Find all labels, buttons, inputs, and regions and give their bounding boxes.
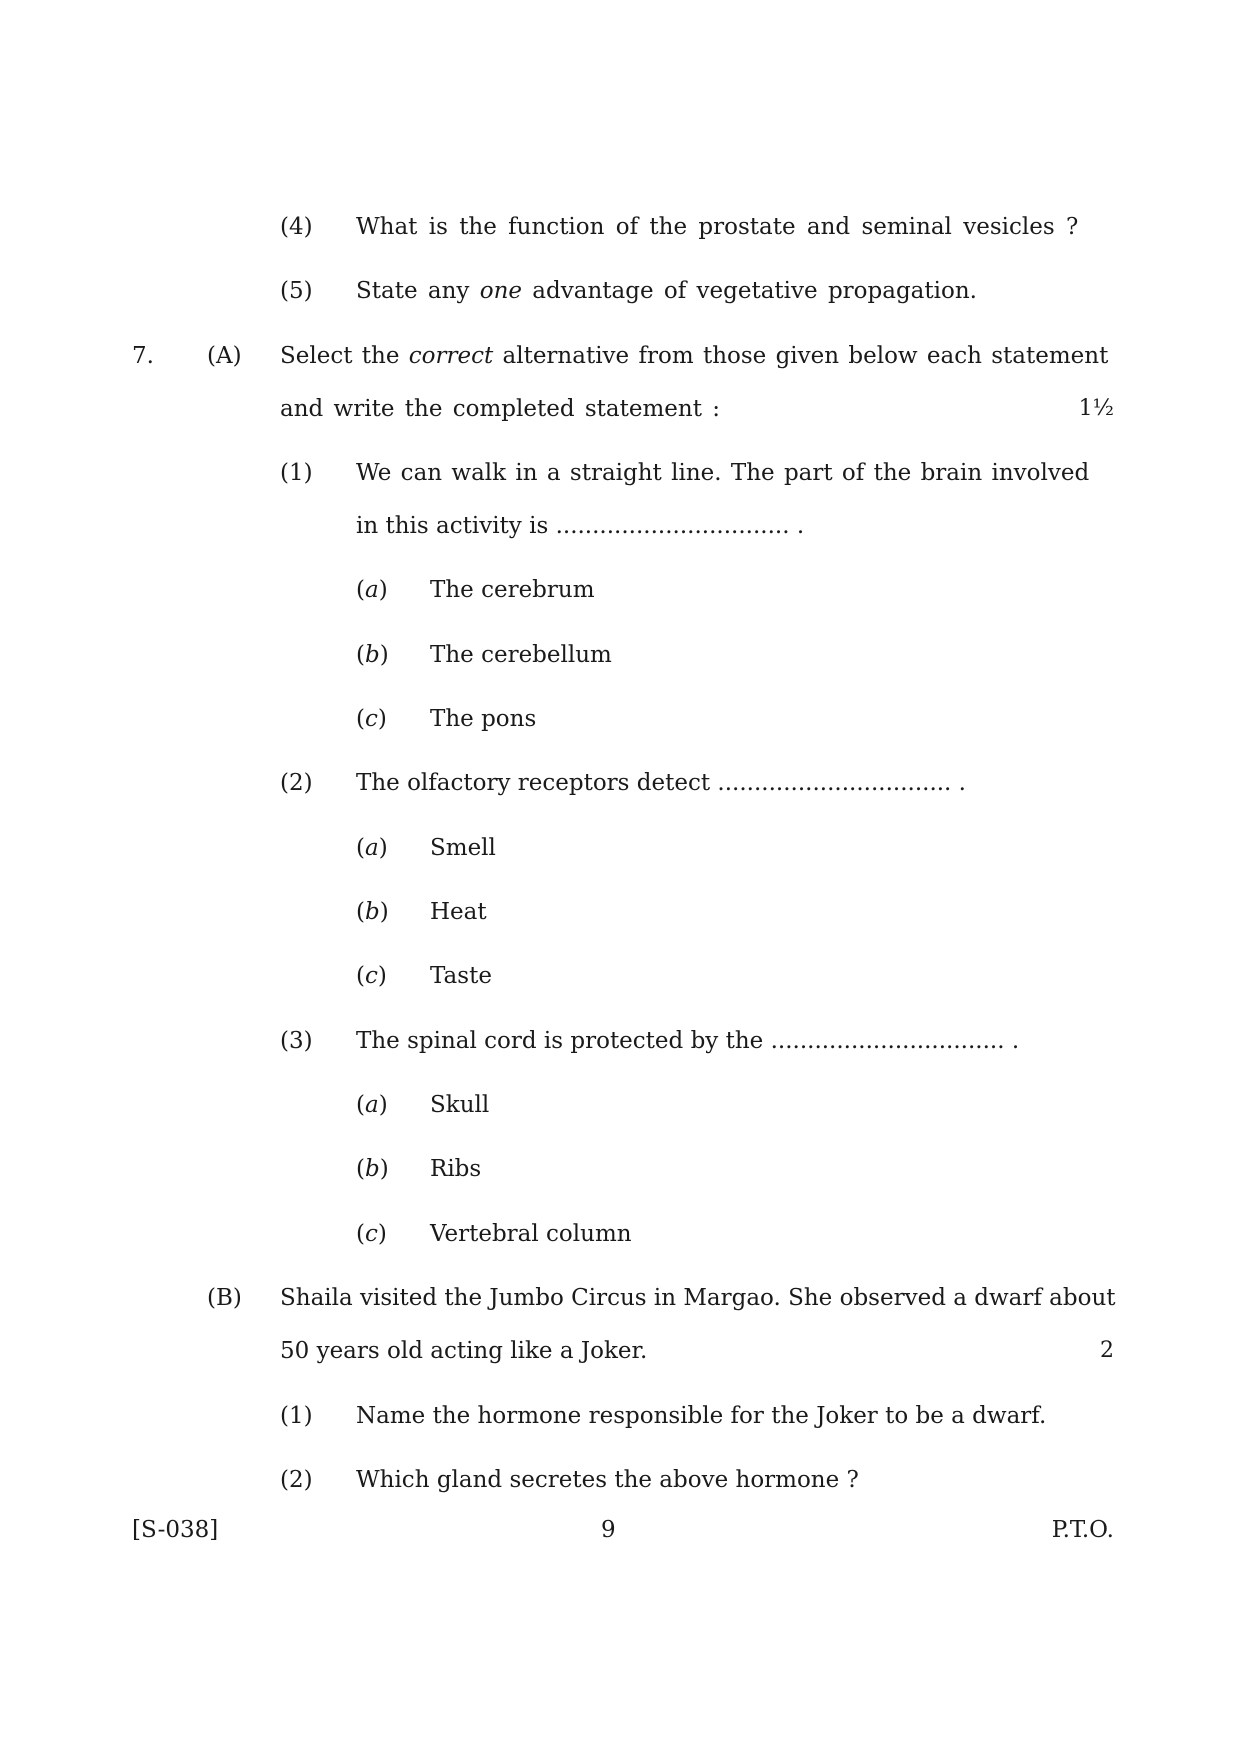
option-letter: (b) [356,899,389,925]
question-text: The spinal cord is protected by the ................................ . [356,1028,1020,1054]
option-letter: (b) [356,1156,389,1182]
paper-code: [S-038] [132,1517,219,1543]
option-text: Smell [430,835,496,861]
section-instruction: Select the correct alternative from those given below each statement [280,343,1109,369]
question-text-cont: in this activity is ................................ . [356,513,805,539]
question-text: State any one advantage of vegetative propagation. [356,278,977,304]
option-letter: (c) [356,1221,387,1247]
question-text: Which gland secretes the above hormone ? [356,1467,859,1493]
marks: 2 [1100,1338,1114,1363]
option-text: Heat [430,899,487,925]
question-text: Name the hormone responsible for the Joker to be a dwarf. [356,1403,1047,1429]
section-label: (B) [207,1285,242,1311]
option-letter: (b) [356,642,389,668]
item-number: (5) [280,278,313,304]
section-instruction-cont: and write the completed statement : [280,396,721,422]
option-letter: (c) [356,706,387,732]
question-text: We can walk in a straight line. The part of the brain involved [356,460,1090,486]
option-text: Ribs [430,1156,482,1182]
section-label: (A) [207,343,242,369]
option-letter: (a) [356,835,388,861]
section-text-cont: 50 years old acting like a Joker. [280,1338,648,1364]
item-number: (1) [280,460,313,486]
question-text: The olfactory receptors detect ................................ . [356,770,966,796]
item-number: (4) [280,214,313,240]
item-number: (2) [280,1467,313,1493]
option-letter: (a) [356,577,388,603]
option-text: Taste [430,963,492,989]
option-text: The cerebellum [430,642,612,668]
option-text: The cerebrum [430,577,595,603]
question-text: What is the function of the prostate and seminal vesicles ? [356,214,1079,240]
section-text: Shaila visited the Jumbo Circus in Margao. She observed a dwarf about [280,1285,1116,1311]
option-letter: (c) [356,963,387,989]
item-number: (1) [280,1403,313,1429]
option-text: Vertebral column [430,1221,632,1247]
marks: 1½ [1078,396,1114,421]
option-text: Skull [430,1092,490,1118]
option-text: The pons [430,706,537,732]
pto-label: P.T.O. [1051,1517,1114,1543]
item-number: (3) [280,1028,313,1054]
question-number: 7. [132,343,154,369]
item-number: (2) [280,770,313,796]
option-letter: (a) [356,1092,388,1118]
page-number: 9 [601,1517,616,1543]
